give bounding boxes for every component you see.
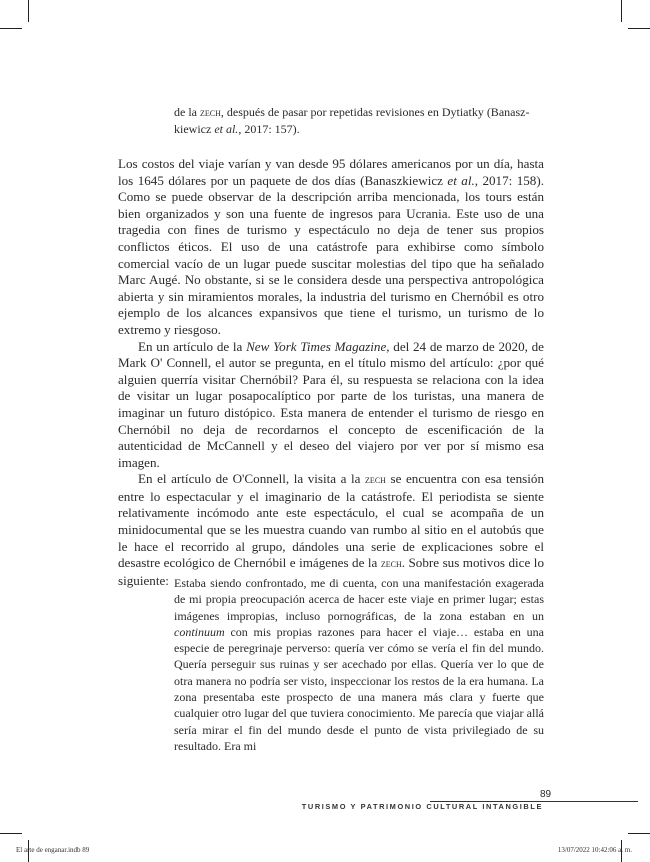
crop-mark [0,833,22,834]
paragraph-oconnell: En el artículo de O'Connell, la visita a la zech se encuentra con esa tensión entre lo espectacular y el imaginario de la catástrofe. El periodista se siente relativamente incómodo ante este espectáculo, el cual se acompaña de un minidocumental que se les muestra cuando van rumbo al sitio en el autobús que le hace el recorrido al grupo, dándoles una serie de explicaciones sobre el desastre ecológico de Chernóbil e imágenes de la zech. Sobre sus motivos dice lo siguiente: [118,471,544,588]
block-quote: Estaba siendo confrontado, me di cuenta, con una manifestación exagerada de mi propia preocupación acerca de hacer este viaje en primer lugar; estas imágenes impropias, incluso pornográficas, de la zona estaban en un continuum con mis propias razones para hacer el viaje… estaba en una especie de peregrinaje perverso: quería ver cómo se vería el fin del mundo. Quería perseguir sus ruinas y ser acechado por ellas. Quería ver lo que de otra manera no podría ser visto, inspeccionar los restos de la era humana. La zona presentaba este prospecto de una manera más clara y fuerte que cualquier otro lugar del que tuviera conocimiento. Me parecía que viajar allá sería mirar el fin del mundo desde el punto de vista privilegiado de su resultado. Era mi [174,576,544,753]
page-number: 89 [540,789,552,800]
print-slug-timestamp: 13/07/2022 10:42:06 a. m. [557,846,632,854]
magazine-title: New York Times Magazine [246,338,387,354]
continued-quote: de la zech, después de pasar por repetidas revisiones en Dytiatky (Banasz- kiewicz et al., 2017: 157). [174,105,530,136]
body-text [118,156,544,589]
running-footer: TURISMO Y PATRIMONIO CULTURAL INTANGIBLE [301,802,543,811]
paragraph-costs: Los costos del viaje varían y van desde 95 dólares americanos por un día, hasta los 1645 dólares por un paquete de dos días (Banaszkiewicz et al., 2017: 158). Como se puede observar de la descripción arriba mencionada, los tours están bien organizados y son una fuente de ingresos para Ucrania. Este uso de una tragedia con fines de turismo y espectáculo no deja de tener sus propios conflictos éticos. El uso de una catástrofe para exhibirse como símbolo comercial vacío de un lugar puede suscitar molestias del tipo que ha señalado Marc Augé. No obstante, si se le considera desde una perspectiva antropológica abierta y sin miramientos morales, la industria del turismo en Chernóbil es otro ejemplo de los alcances expansivos que tiene el turismo, un turismo de lo extremo y riesgoso. [118,156,544,337]
print-slug-file: El arte de enganar.indb 89 [16,846,90,854]
crop-mark [628,28,650,29]
crop-mark [0,28,22,29]
zech-abbrev: zech [200,107,221,119]
crop-mark [628,833,650,834]
paragraph-nyt: En un artículo de la New York Times Magazine, del 24 de marzo de 2020, de Mark O' Connell, el autor se pregunta, en el título mismo del artículo: ¿por qué alguien querría visitar Chernóbil? Para él, su respuesta se relaciona con la idea de visitar un lugar posapocalíptico por parte de los turistas, una manera de imaginar un futuro distópico. Esta manera de entender el turismo de riesgo en Chernóbil no deja de recordarnos el concepto de escenificación de la autenticidad de McCannell y el deseo del viajero por ver por sí mismo esa imagen. [118,338,544,470]
crop-mark [621,0,622,22]
crop-mark [28,0,29,22]
